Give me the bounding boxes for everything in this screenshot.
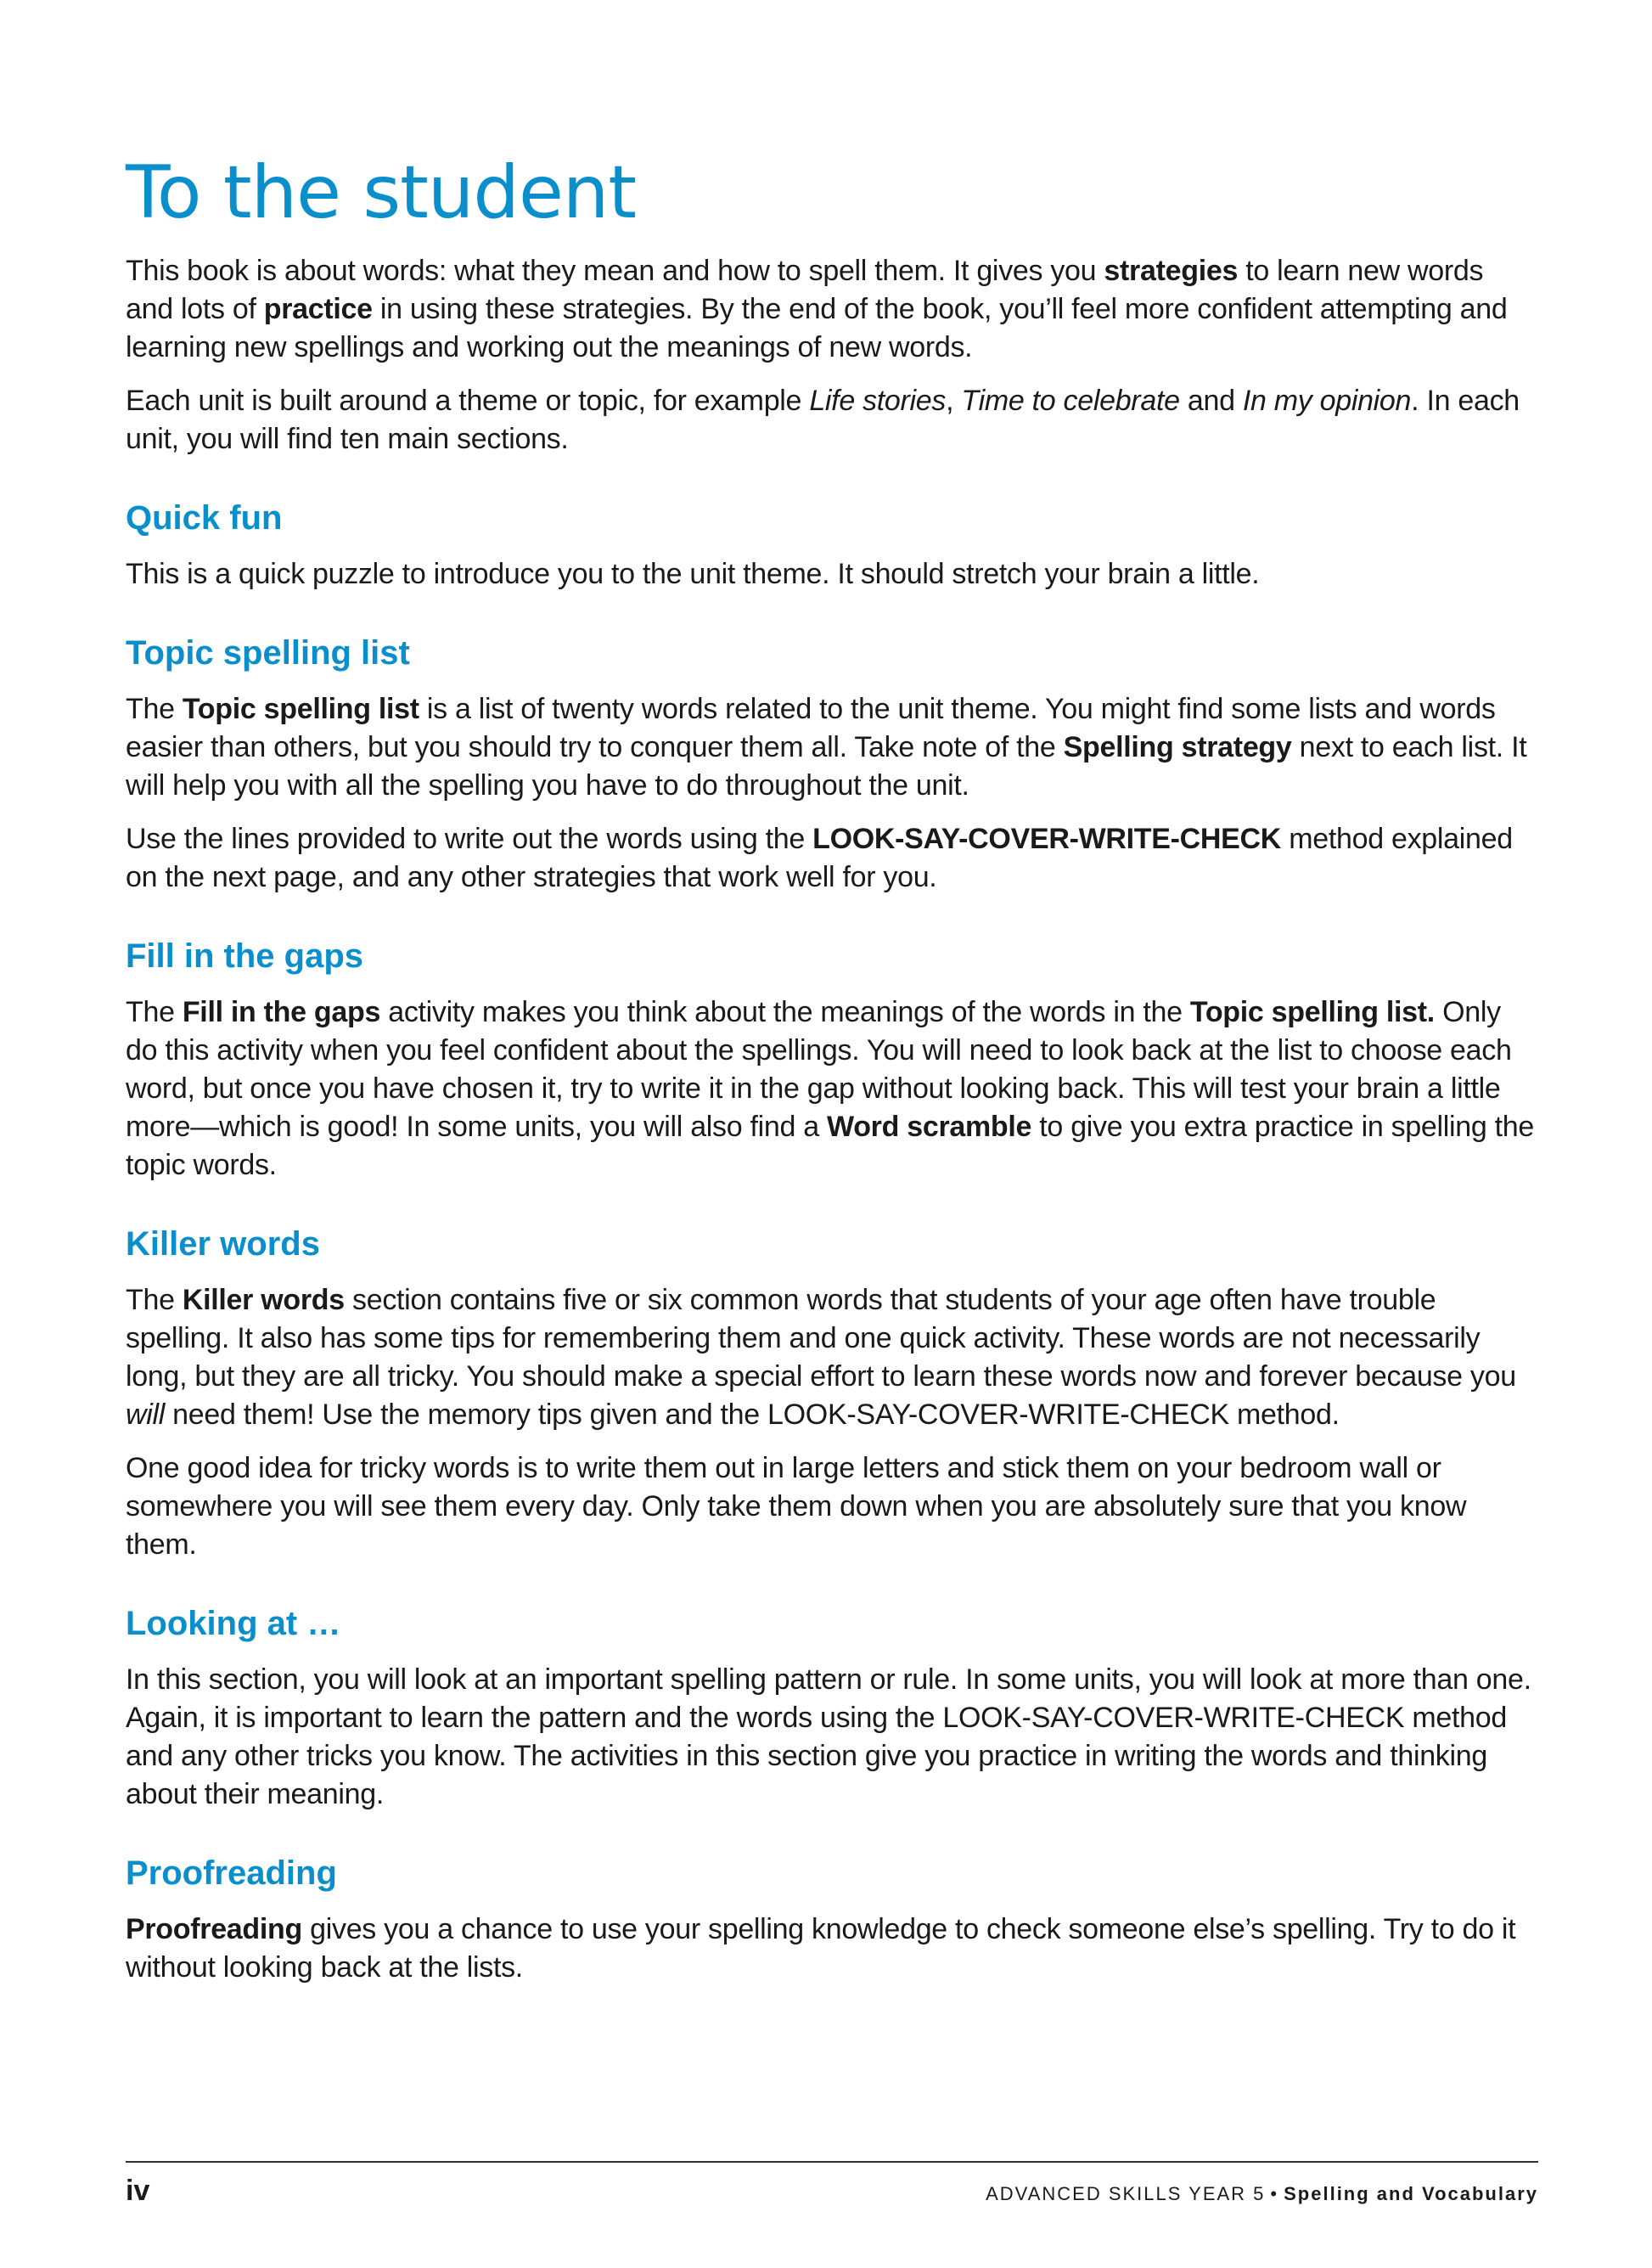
text-run: need them! Use the memory tips given and the LOOK-SAY-COVER-WRITE-CHECK method. <box>165 1398 1340 1431</box>
text-run: In this section, you will look at an important spelling pattern or rule. In some units, you will look at more than one. Again, it is important to learn the pattern and the words using the LOOK-SAY-COVER-WRITE-CHECK method and any other tricks you know. The activities in this section give you practice in writing the words and thinking about their meaning. <box>126 1663 1531 1810</box>
book-title <box>986 2183 1538 2205</box>
section-heading: Proofreading <box>126 1854 337 1892</box>
text-run: method explained on the next page, and any other strategies that work well for you. <box>126 822 1513 893</box>
bold-text: Fill in the gaps <box>182 995 381 1028</box>
text-run: The <box>126 1283 183 1316</box>
bold-text: Spelling strategy <box>1063 730 1292 763</box>
text-run: . In each unit, you will find ten main sections. <box>126 384 1520 455</box>
text-run: Only do this activity when you feel confident about the spellings. You will need to look back at the list to choose each word, but once you have chosen it, try to write it in the gap without looking back. This will test your brain a little more—which is good! In some units, you will also find a <box>126 995 1512 1143</box>
bold-text: practice <box>263 292 373 325</box>
bold-text: Topic spelling list <box>182 692 419 725</box>
text-run: One good idea for tricky words is to write them out in large letters and stick them on your bedroom wall or somewhere you will see them every day. Only take them down when you are absolutely sure that you know them. <box>126 1451 1467 1561</box>
text-run: to learn new words and lots of <box>126 254 1484 325</box>
text-run: This book is about words: what they mean and how to spell them. It gives you <box>126 254 1104 287</box>
sections-container <box>126 499 1538 1987</box>
text-run: to give you extra practice in spelling the topic words. <box>126 1110 1535 1181</box>
intro-paragraph-2 <box>126 382 1538 459</box>
section-paragraph <box>126 555 1538 594</box>
footer-separator: • <box>1270 2183 1279 2204</box>
bold-text: Proofreading <box>126 1912 302 1945</box>
section-paragraph <box>126 1911 1538 1987</box>
intro-paragraph-1 <box>126 252 1538 367</box>
page-number: iv <box>126 2175 150 2207</box>
series-name: ADVANCED SKILLS YEAR 5 <box>986 2183 1266 2204</box>
section-heading: Looking at … <box>126 1604 341 1642</box>
section-heading: Quick fun <box>126 498 283 537</box>
italic-text: In my opinion <box>1242 384 1412 417</box>
text-run: is a list of twenty words related to the unit theme. You might find some lists and words easier than others, but you should try to conquer them all. Take note of the <box>126 692 1496 763</box>
text-run: activity makes you think about the meanings of the words in the <box>380 995 1190 1028</box>
section-paragraph <box>126 690 1538 805</box>
text-run: next to each list. It will help you with all the spelling you have to do throughout the unit. <box>126 730 1527 802</box>
bold-text: strategies <box>1104 254 1239 287</box>
section-paragraph <box>126 993 1538 1185</box>
page-title: To the student <box>126 150 637 235</box>
bold-text: Killer words <box>182 1283 345 1316</box>
text-run: The <box>126 692 183 725</box>
bold-text: Topic spelling list. <box>1189 995 1435 1028</box>
italic-text: will <box>126 1398 166 1431</box>
subject-name: Spelling and Vocabulary <box>1284 2183 1538 2204</box>
text-run: Use the lines provided to write out the words using the <box>126 822 813 855</box>
section-paragraph <box>126 1449 1538 1564</box>
text-run: section contains five or six common words that students of your age often have trouble spelling. It also has some tips for remembering them and one quick activity. These words are not necessarily long, but they are all tricky. You should make a special effort to learn these words now and forever because you <box>126 1283 1516 1393</box>
page-footer <box>126 2161 1538 2208</box>
text-run: The <box>126 995 183 1028</box>
text-run: Each unit is built around a theme or topic, for example <box>126 384 810 417</box>
section-heading: Fill in the gaps <box>126 937 364 975</box>
section-paragraph <box>126 820 1538 897</box>
section-heading: Killer words <box>126 1224 320 1263</box>
text-run: gives you a chance to use your spelling knowledge to check someone else’s spelling. Try to do it without looking back at the lists. <box>126 1912 1516 1984</box>
italic-text: Time to celebrate <box>961 384 1180 417</box>
bold-text: LOOK-SAY-COVER-WRITE-CHECK <box>812 822 1282 855</box>
text-run: and <box>1179 384 1243 417</box>
section-paragraph <box>126 1661 1538 1814</box>
section-paragraph <box>126 1281 1538 1434</box>
bold-text: Word scramble <box>827 1110 1032 1143</box>
page-content <box>126 150 1538 2002</box>
text-run: , <box>946 384 962 417</box>
italic-text: Life stories <box>809 384 947 417</box>
section-heading: Topic spelling list <box>126 633 410 672</box>
text-run: in using these strategies. By the end of the book, you’ll feel more confident attempting and learning new spellings and working out the meanings of new words. <box>126 292 1508 363</box>
text-run: This is a quick puzzle to introduce you to the unit theme. It should stretch your brain a little. <box>126 557 1260 590</box>
